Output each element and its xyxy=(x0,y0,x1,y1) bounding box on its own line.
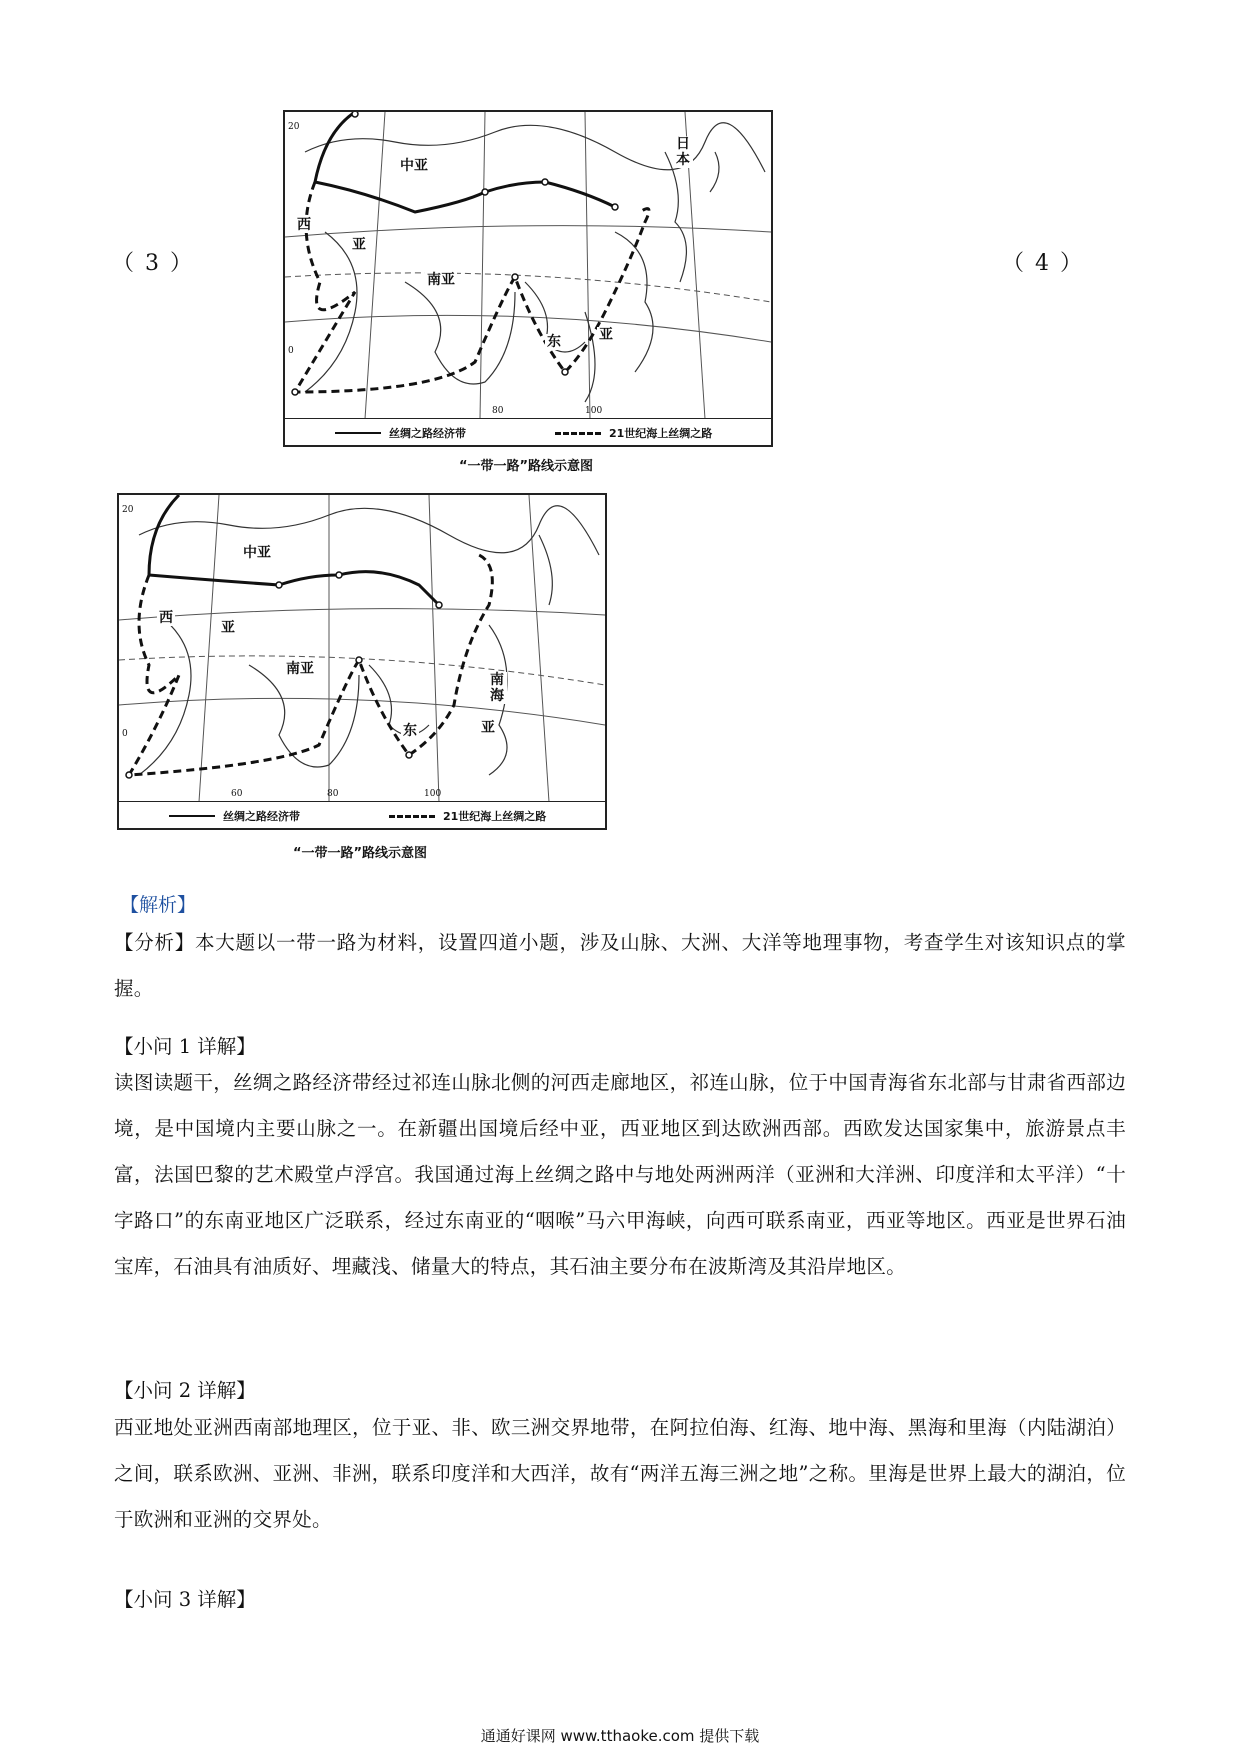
map1-lat-0: 0 xyxy=(288,346,294,356)
map2-lon-100: 100 xyxy=(424,789,442,799)
map2-label-southeast-asia: 亚 xyxy=(481,720,495,736)
map1-lon-100: 100 xyxy=(585,406,603,416)
map2-legend-solid-line xyxy=(169,815,215,817)
map2-label-south-china-sea: 南海 xyxy=(487,672,507,704)
belt-and-road-map-1 xyxy=(283,110,773,447)
map1-label-central-asia: 中亚 xyxy=(400,158,428,174)
map1-caption: “一带一路”路线示意图 xyxy=(458,459,594,474)
map2-label-central-asia: 中亚 xyxy=(243,545,271,561)
map1-legend-maritime: 21世纪海上丝绸之路 xyxy=(609,427,713,440)
map1-label-southeast-asia-fragment: 东 xyxy=(547,334,561,350)
map1-label-west-asia-1: 西 xyxy=(297,217,311,233)
q2-heading: 【小问 2 详解】 xyxy=(114,1379,256,1402)
belt-and-road-map-2 xyxy=(117,493,607,830)
map-2-drawing xyxy=(119,495,605,802)
map2-caption: “一带一路”路线示意图 xyxy=(292,846,428,861)
q1-heading: 【小问 1 详解】 xyxy=(114,1035,256,1058)
map2-label-south-asia: 南亚 xyxy=(286,661,314,677)
map1-label-south-asia: 南亚 xyxy=(427,272,455,288)
analysis-intro: 【分析】本大题以一带一路为材料，设置四道小题，涉及山脉、大洲、大洋等地理事物，考查学生对该知识点的掌握。 xyxy=(114,931,1126,1000)
map1-label-southeast-asia: 亚 xyxy=(599,327,613,343)
map2-label-west-asia-2: 亚 xyxy=(221,620,235,636)
map2-lon-60: 60 xyxy=(231,789,243,799)
map1-label-japan: 日本 xyxy=(673,136,693,168)
map2-lat-0: 0 xyxy=(122,729,128,739)
map1-lat-20: 20 xyxy=(288,122,300,132)
map1-legend-solid-line xyxy=(335,432,381,434)
map2-legend-dashed-line xyxy=(389,815,435,818)
map2-lat-20: 20 xyxy=(122,505,134,515)
map1-legend-dashed-line xyxy=(555,432,601,435)
q1-text: 读图读题干，丝绸之路经济带经过祁连山脉北侧的河西走廊地区，祁连山脉，位于中国青海省东北部与甘肃省西部边境，是中国境内主要山脉之一。在新疆出国境后经中亚，西亚地区到达欧洲西部。西欧发达国家集中，旅游景点丰富，法国巴黎的艺术殿堂卢浮宫。我国通过海上丝绸之路中与地处两洲两洋（亚洲和大洋洲、印度洋和太平洋）“十字路口”的东南亚地区广泛联系，经过东南亚的“咽喉”马六甲海峡，向西可联系南亚，西亚等地区。西亚是世界石油宝库，石油具有油质好、埋藏浅、储量大的特点，其石油主要分布在波斯湾及其沿岸地区。 xyxy=(114,1071,1126,1278)
page-footer: 通通好课网 www.tthaoke.com 提供下载 xyxy=(480,1727,760,1745)
map1-legend-belt: 丝绸之路经济带 xyxy=(389,427,466,440)
map1-lon-80: 80 xyxy=(492,406,504,416)
map2-legend-belt: 丝绸之路经济带 xyxy=(223,810,300,823)
map1-legend xyxy=(285,418,771,445)
map1-label-west-asia-2: 亚 xyxy=(352,237,366,253)
map2-label-west-asia-1: 西 xyxy=(159,610,173,626)
map2-legend xyxy=(119,801,605,828)
map2-legend-maritime: 21世纪海上丝绸之路 xyxy=(443,810,547,823)
analysis-title: 【解析】 xyxy=(120,894,197,916)
answer-blank-4: （ 4 ） xyxy=(1002,251,1084,276)
map-1-drawing xyxy=(285,112,771,419)
q3-heading: 【小问 3 详解】 xyxy=(114,1588,256,1611)
map2-lon-80: 80 xyxy=(327,789,339,799)
q2-text: 西亚地处亚洲西南部地理区，位于亚、非、欧三洲交界地带，在阿拉伯海、红海、地中海、黑海和里海（内陆湖泊）之间，联系欧洲、亚洲、非洲，联系印度洋和大西洋，故有“两洋五海三洲之地”之称。里海是世界上最大的湖泊，位于欧洲和亚洲的交界处。 xyxy=(114,1416,1126,1531)
map2-label-southeast-asia-fragment: 东 xyxy=(403,723,417,739)
answer-blank-3: （ 3 ） xyxy=(112,251,194,276)
